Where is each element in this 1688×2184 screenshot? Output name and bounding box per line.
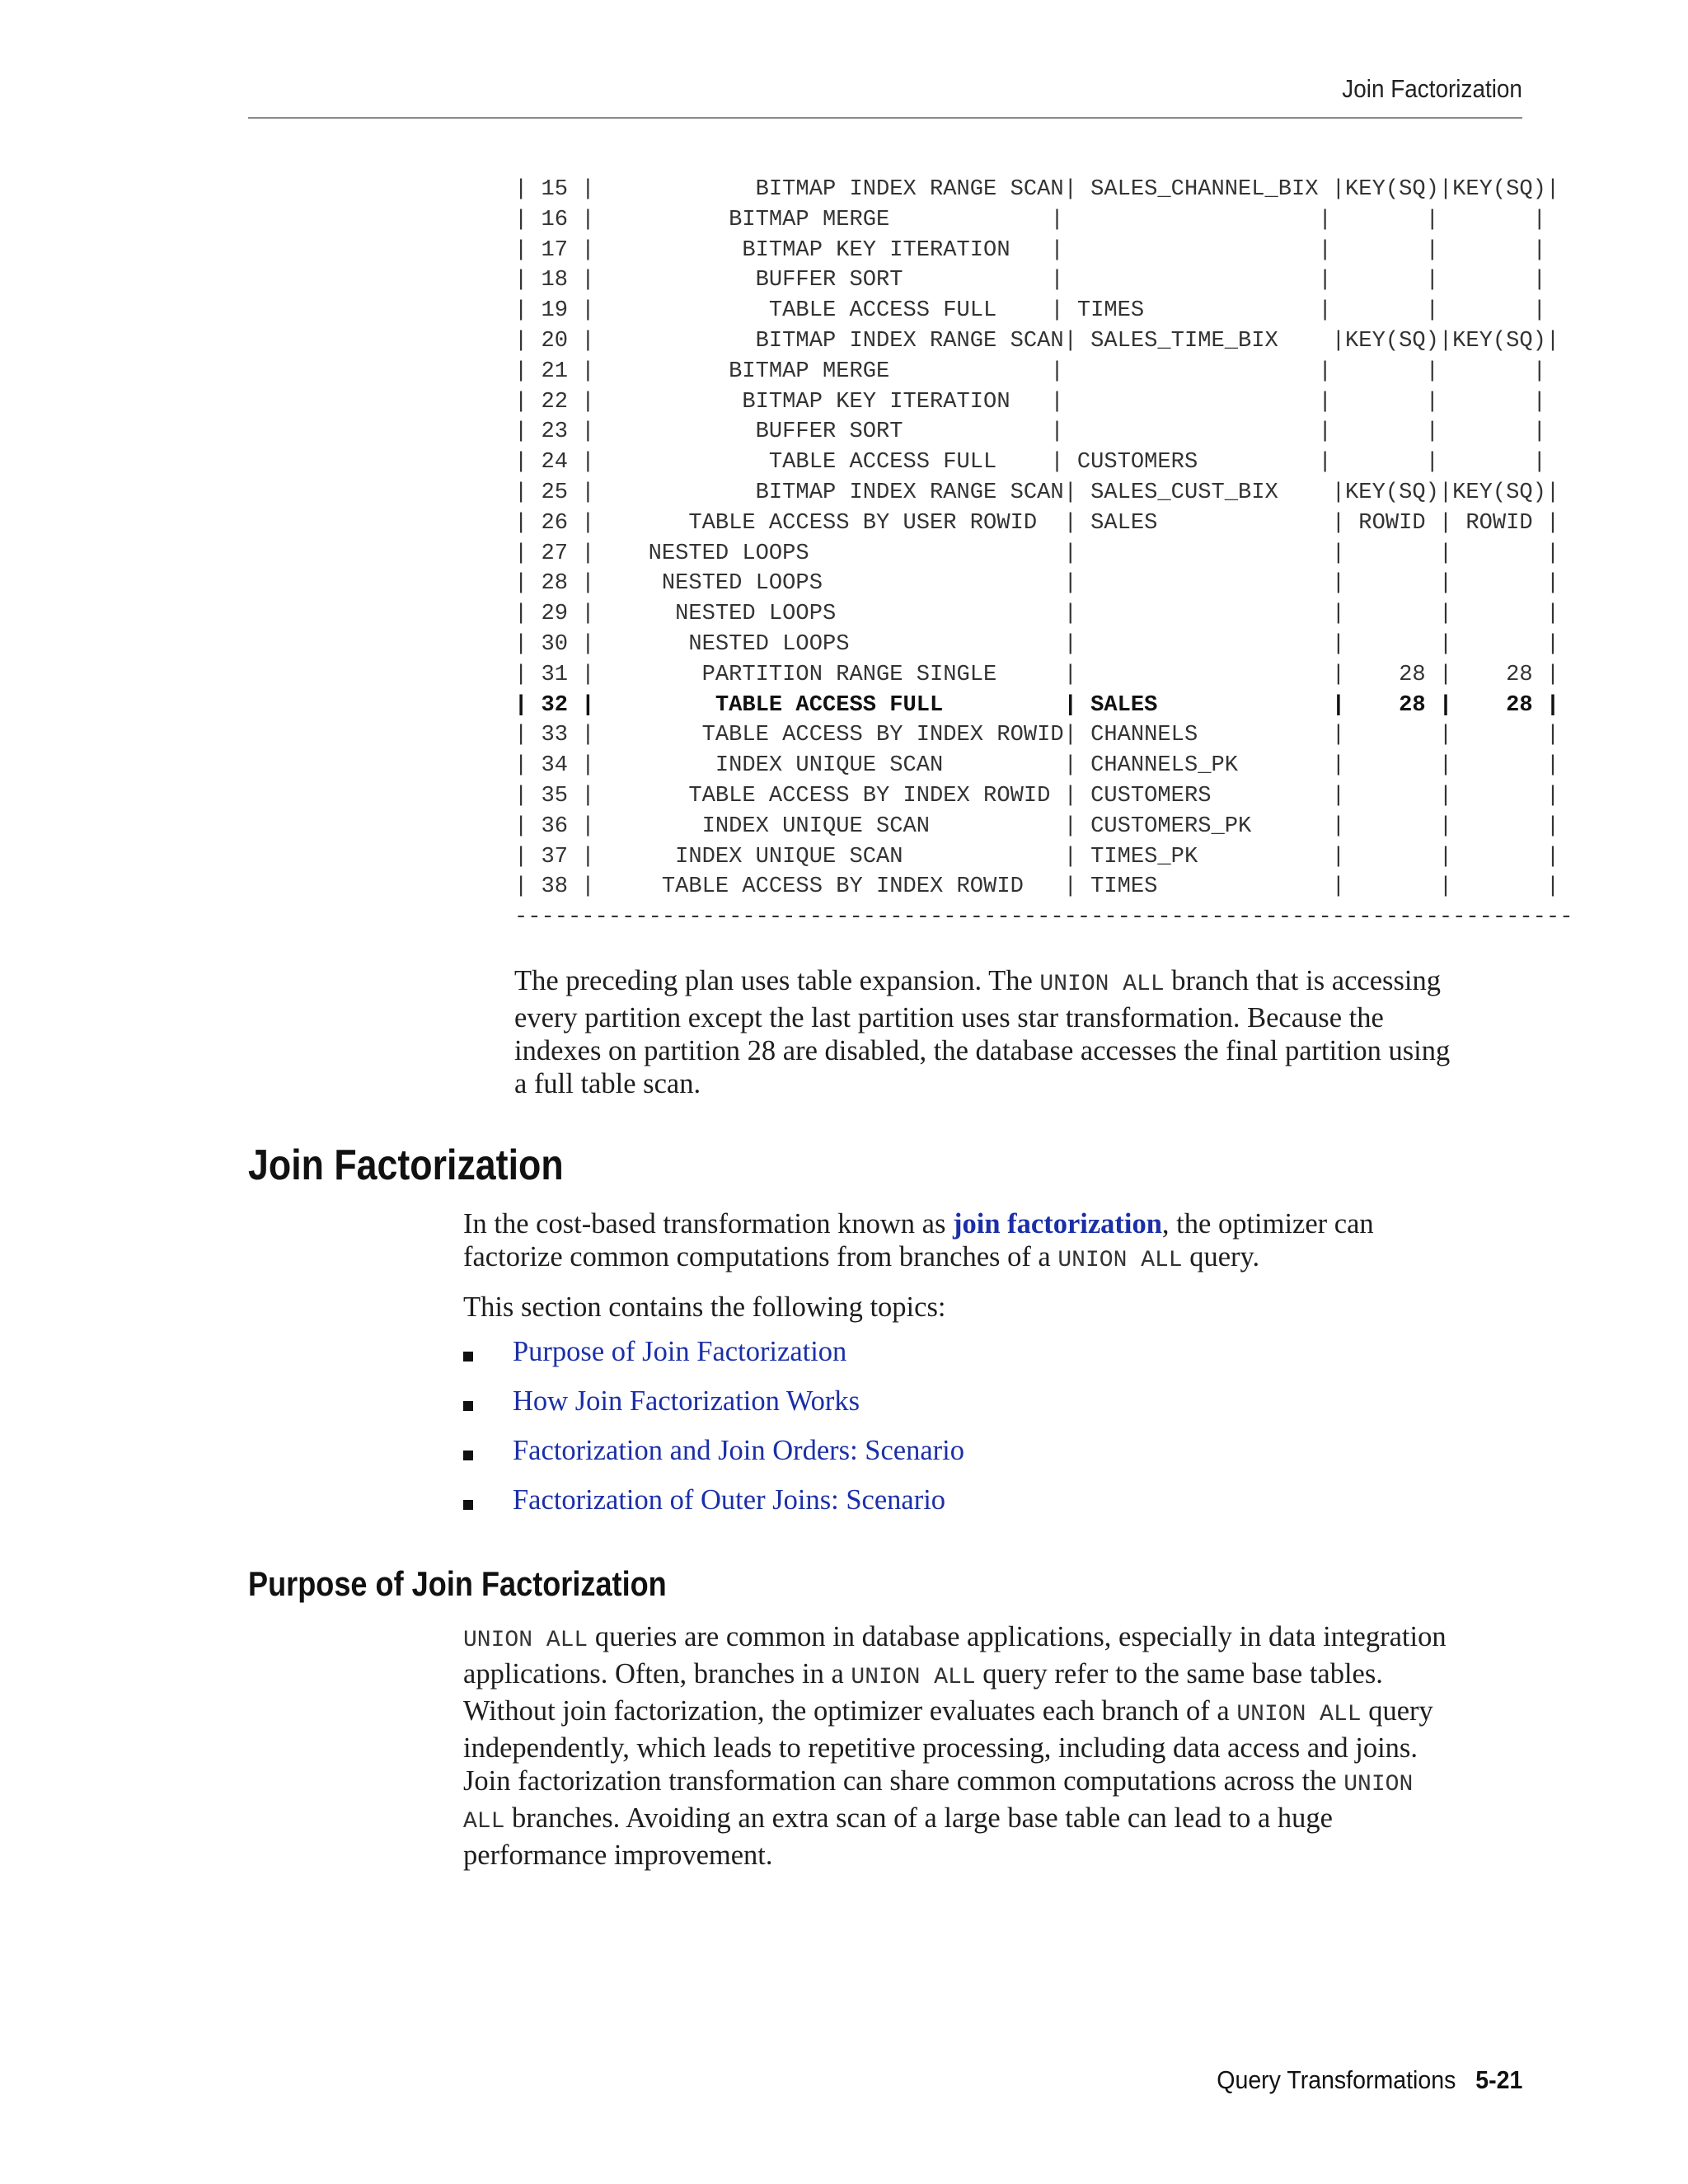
code-keyword: UNION xyxy=(1343,1772,1414,1797)
purpose-paragraph xyxy=(463,1620,1447,1872)
plan-row: | 22 | BITMAP KEY ITERATION | | | | xyxy=(514,388,1546,415)
text-run: applications. Often, branches in a xyxy=(463,1658,851,1690)
code-keyword: UNION ALL xyxy=(851,1665,976,1690)
square-bullet-icon xyxy=(463,1352,473,1361)
plan-row: | 16 | BITMAP MERGE | | | | xyxy=(514,206,1546,232)
text-run: , the optimizer can xyxy=(1161,1208,1374,1240)
plan-row: | 38 | TABLE ACCESS BY INDEX ROWID | TIMES | | | xyxy=(514,874,1560,900)
plan-row: | 31 | PARTITION RANGE SINGLE | | 28 | 28 | xyxy=(514,661,1560,687)
running-header-title: Join Factorization xyxy=(1342,74,1522,103)
topic-link[interactable]: Purpose of Join Factorization xyxy=(513,1336,847,1367)
plan-row: | 29 | NESTED LOOPS | | | | xyxy=(514,601,1560,627)
subsection-heading: Purpose of Join Factorization xyxy=(248,1564,667,1603)
page-number: 5-21 xyxy=(1475,2065,1522,2094)
plan-row: | 35 | TABLE ACCESS BY INDEX ROWID | CUSTOMERS | | | xyxy=(514,782,1560,808)
text-run: every partition except the last partition uses star transformation. Because the xyxy=(514,1002,1384,1033)
footer-chapter: Query Transformations xyxy=(1216,2065,1456,2094)
text-run: performance improvement. xyxy=(463,1840,773,1871)
plan-row: | 18 | BUFFER SORT | | | | xyxy=(514,267,1546,293)
code-keyword: ALL xyxy=(463,1809,505,1835)
plan-row: | 28 | NESTED LOOPS | | | | xyxy=(514,570,1560,597)
plan-row: | 21 | BITMAP MERGE | | | | xyxy=(514,358,1546,384)
square-bullet-icon xyxy=(463,1451,473,1460)
text-line xyxy=(514,1034,1450,1067)
text-run: branches. Avoiding an extra scan of a large base table can lead to a huge xyxy=(504,1802,1333,1834)
section-heading: Join Factorization xyxy=(248,1141,564,1189)
text-run: indexes on partition 28 are disabled, the database accesses the final partition using xyxy=(514,1035,1451,1066)
text-run: query xyxy=(1361,1695,1433,1727)
code-keyword: UNION ALL xyxy=(463,1628,588,1653)
plan-row: | 24 | TABLE ACCESS FULL | CUSTOMERS | | | xyxy=(514,449,1546,476)
text-line xyxy=(463,1765,1447,1802)
code-keyword: UNION ALL xyxy=(1039,972,1165,997)
text-run: factorize common computations from branches of a xyxy=(463,1241,1058,1272)
text-line xyxy=(463,1839,1447,1872)
plan-row: | 37 | INDEX UNIQUE SCAN | TIMES_PK | | | xyxy=(514,843,1560,869)
topic-link[interactable]: Factorization and Join Orders: Scenario xyxy=(513,1435,965,1466)
running-header xyxy=(248,73,1522,119)
text-line xyxy=(463,1802,1447,1839)
section-intro-paragraph xyxy=(463,1207,1374,1277)
text-run: Join factorization transformation can share common computations across the xyxy=(463,1765,1344,1797)
glossary-term-link[interactable]: join factorization xyxy=(953,1208,1162,1240)
topics-intro-text: This section contains the following topics: xyxy=(463,1291,946,1323)
execution-plan-table xyxy=(514,175,1573,933)
topic-link[interactable]: How Join Factorization Works xyxy=(513,1385,860,1417)
text-line xyxy=(463,1207,1374,1240)
plan-row: | 17 | BITMAP KEY ITERATION | | | | xyxy=(514,237,1546,263)
plan-row: | 32 | TABLE ACCESS FULL | SALES | 28 | 28 | xyxy=(514,691,1560,718)
plan-row: | 20 | BITMAP INDEX RANGE SCAN| SALES_TIME_BIX |KEY(SQ)|KEY(SQ)| xyxy=(514,327,1560,354)
text-line xyxy=(463,1732,1447,1765)
text-run: a full table scan. xyxy=(514,1068,701,1099)
text-run: query. xyxy=(1182,1241,1260,1272)
plan-explanation-paragraph xyxy=(514,964,1450,1100)
text-run: Without join factorization, the optimizer evaluates each branch of a xyxy=(463,1695,1237,1727)
plan-row: | 30 | NESTED LOOPS | | | | xyxy=(514,630,1560,657)
text-run: In the cost-based transformation known as xyxy=(463,1208,954,1240)
text-run: branch that is accessing xyxy=(1164,965,1441,996)
plan-row: | 23 | BUFFER SORT | | | | xyxy=(514,419,1546,445)
square-bullet-icon xyxy=(463,1500,473,1510)
text-line xyxy=(514,1067,1450,1100)
text-line xyxy=(463,1694,1447,1732)
code-keyword: UNION ALL xyxy=(1236,1702,1362,1727)
text-line xyxy=(514,964,1450,1001)
plan-table-border: ------------------------------------------------------------------------------- xyxy=(514,904,1573,930)
plan-row: | 34 | INDEX UNIQUE SCAN | CHANNELS_PK | | | xyxy=(514,752,1560,779)
text-run: The preceding plan uses table expansion. The xyxy=(514,965,1040,996)
text-line xyxy=(463,1657,1447,1694)
text-run: independently, which leads to repetitive processing, including data access and joins. xyxy=(463,1732,1418,1764)
code-keyword: UNION ALL xyxy=(1057,1248,1183,1273)
plan-row: | 33 | TABLE ACCESS BY INDEX ROWID| CHANNELS | | | xyxy=(514,722,1560,748)
text-run: query refer to the same base tables. xyxy=(975,1658,1383,1690)
plan-row: | 27 | NESTED LOOPS | | | | xyxy=(514,540,1560,566)
plan-row: | 19 | TABLE ACCESS FULL | TIMES | | | xyxy=(514,298,1546,324)
square-bullet-icon xyxy=(463,1401,473,1411)
plan-row: | 25 | BITMAP INDEX RANGE SCAN| SALES_CUST_BIX |KEY(SQ)|KEY(SQ)| xyxy=(514,479,1560,505)
text-line xyxy=(463,1240,1374,1277)
plan-row: | 26 | TABLE ACCESS BY USER ROWID | SALES | ROWID | ROWID | xyxy=(514,509,1560,536)
page-footer xyxy=(1217,2065,1522,2095)
plan-row: | 15 | BITMAP INDEX RANGE SCAN| SALES_CHANNEL_BIX |KEY(SQ)|KEY(SQ)| xyxy=(514,176,1560,202)
topic-link[interactable]: Factorization of Outer Joins: Scenario xyxy=(513,1484,946,1516)
text-run: queries are common in database applications, especially in data integration xyxy=(588,1621,1447,1652)
plan-row: | 36 | INDEX UNIQUE SCAN | CUSTOMERS_PK | | | xyxy=(514,813,1560,839)
text-line xyxy=(463,1620,1447,1657)
text-line xyxy=(514,1001,1450,1034)
